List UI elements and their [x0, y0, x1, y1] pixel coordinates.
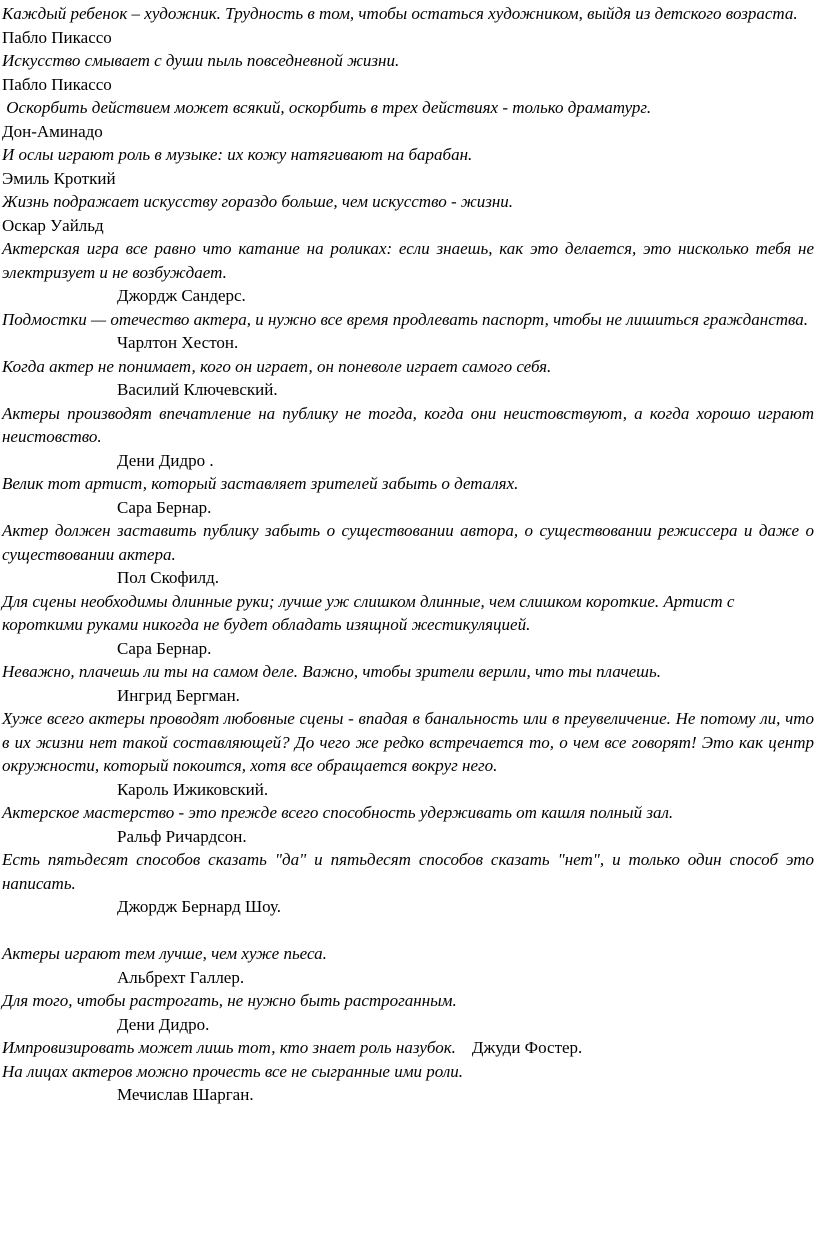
quote-author: Джуди Фостер.: [471, 1038, 583, 1057]
quote-text: Хуже всего актеры проводят любовные сцены - впадая в банальность или в преувеличение. Не потому ли, что в их жизни нет такой составляющей? До чего же редко встречается то, о чем все говорят! Это как центр окружности, который покоится, хотя все обращается вокруг него.: [2, 709, 814, 775]
quote-text: Каждый ребенок – художник. Трудность в том, чтобы остаться художником, выйдя из детского возраста.: [2, 4, 798, 23]
quote-author: Сара Бернар.: [117, 497, 212, 517]
quote-author: Дени Дидро .: [117, 450, 214, 470]
quote-text: Актеры производят впечатление на публику не тогда, когда они неистовствуют, а когда хорошо играют неистовство.: [2, 403, 814, 446]
quote-author: Пол Скофилд.: [117, 568, 220, 587]
quote-text: Актерская игра все равно что катание на роликах: если знаешь, как это делается, это нисколько тебя не электризует и не возбуждает.: [2, 239, 814, 282]
quote-text: Велик тот артист, который заставляет зрителей забыть о деталях.: [2, 474, 519, 493]
document-page: [2, 2, 814, 1107]
quote-author: Пабло Пикассо: [2, 74, 112, 94]
quote-text: Для сцены необходимы длинные руки; лучше уж слишком длинные, чем слишком короткие. Артист с короткими руками никогда не будет обладать изящной жестикуляцией.: [2, 591, 735, 634]
quote-author: Джордж Сандерс.: [117, 286, 246, 305]
quote-author: Мечислав Шарган.: [117, 1085, 254, 1104]
quote-author: Чарлтон Хестон.: [117, 333, 239, 352]
quote-author: Ральф Ричардсон.: [117, 826, 247, 846]
quote-text: Актеры играют тем лучше, чем хуже пьеса.: [2, 944, 327, 963]
quote-text: Актер должен заставить публику забыть о существовании автора, о существовании режиссера и даже о существовании актера.: [2, 521, 814, 564]
quote-author: Пабло Пикассо: [2, 27, 112, 47]
quote-text: Есть пятьдесят способов сказать "да" и пятьдесят способов сказать "нет", и только один способ это написать.: [2, 850, 814, 893]
quote-author: Оскар Уайльд: [2, 215, 104, 235]
blank-line: [2, 919, 814, 943]
quote-author: Джордж Бернард Шоу.: [117, 897, 282, 916]
quote-line: [2, 1036, 814, 1060]
quote-author: Ингрид Бергман.: [117, 685, 240, 705]
quote-author: Василий Ключевский.: [117, 380, 278, 399]
quote-author: Сара Бернар.: [117, 638, 212, 658]
quote-text: Оскорбить действием может всякий, оскорбить в трех действиях - только драматург.: [2, 98, 652, 117]
quote-text: Импровизировать может лишь тот, кто знает роль назубок.: [2, 1038, 456, 1057]
quote-author: Дени Дидро.: [117, 1014, 210, 1034]
quote-author: Дон-Аминадо: [2, 121, 103, 141]
quote-text: На лицах актеров можно прочесть все не сыгранные ими роли.: [2, 1061, 464, 1081]
quote-author: Кароль Ижиковский.: [117, 779, 269, 799]
quote-author: Эмиль Кроткий: [2, 168, 116, 188]
quote-text: И ослы играют роль в музыке: их кожу натягивают на барабан.: [2, 145, 473, 164]
quote-text: Жизнь подражает искусству гораздо больше, чем искусство - жизни.: [2, 192, 514, 211]
quote-text: Актерское мастерство - это прежде всего способность удерживать от кашля полный зал.: [2, 803, 674, 822]
quote-text: Неважно, плачешь ли ты на самом деле. Важно, чтобы зрители верили, что ты плачешь.: [2, 662, 661, 681]
quote-text: Искусство смывает с души пыль повседневной жизни.: [2, 51, 400, 70]
quote-text: Для того, чтобы растрогать, не нужно быть растроганным.: [2, 991, 457, 1010]
quote-text: Когда актер не понимает, кого он играет, он поневоле играет самого себя.: [2, 356, 552, 376]
quote-author: Альбрехт Галлер.: [117, 967, 245, 987]
quote-text: Подмостки — отечество актера, и нужно все время продлевать паспорт, чтобы не лишиться гражданства.: [2, 309, 809, 329]
